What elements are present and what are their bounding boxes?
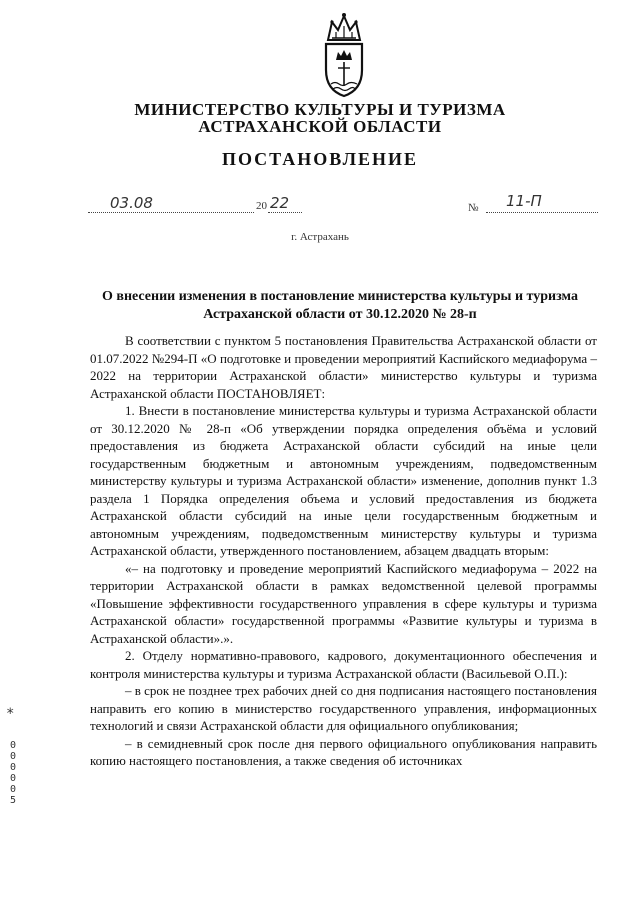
org-name-line1: МИНИСТЕРСТВО КУЛЬТУРЫ И ТУРИЗМА bbox=[134, 100, 506, 119]
paragraph: – в семидневный срок после дня первого официального опубликования направить копию настоящего постановления, а также сведения об источниках bbox=[90, 735, 597, 768]
paragraph: 2. Отделу нормативно-правового, кадрового, документационного обеспечения и контроля министерства культуры и туризма Астраханской области (Васильевой О.П.): bbox=[90, 648, 597, 681]
paragraph: 1. Внести в постановление министерства культуры и туризма Астраханской области от 30.12.2020 № 28-п «Об утверждении порядка определения объёма и условий предоставления из бюджета Астраханской области субсидий на иные цели государственным бюджетным и автономным учреждениям, подведомственным министерству культуры и туризма Астраханской области» изменение, дополнив пункт 1.3 раздела 1 Порядка определения объема и условий предоставления из бюджета Астраханской области субсидий на иные цели государственным бюджетным и автономным учреждениям, подведомственным министерству культуры и туризма Астраханской области, утвержденного постановлением, абзацем двадцать вторым: bbox=[90, 403, 597, 558]
coat-of-arms-icon bbox=[322, 8, 366, 100]
paragraph: «– на подготовку и проведение мероприятий Каспийского медиафорума – 2022 на территории Астраханской области в рамках ведомственной целевой программы «Повышение эффективности государственного управления в сфере культуры и туризма Астраханской области» государственной программы «Развитие культуры и туризма в Астраханской области».». bbox=[90, 560, 597, 646]
org-name-line2: АСТРАХАНСКОЙ ОБЛАСТИ bbox=[198, 117, 442, 136]
document-title: О внесении изменения в постановление министерства культуры и туризма Астраханской области от 30.12.2020 № 28-п bbox=[102, 289, 578, 322]
document-body bbox=[90, 332, 597, 770]
city: г. Астрахань bbox=[291, 231, 349, 243]
number-sign: № bbox=[468, 202, 479, 214]
document-type: ПОСТАНОВЛЕНИЕ bbox=[221, 149, 419, 169]
asterisk-icon: * bbox=[6, 706, 15, 722]
year-prefix: 20 bbox=[256, 200, 267, 212]
year-underline bbox=[268, 212, 302, 213]
document-number: 11-П bbox=[506, 192, 542, 210]
number-underline bbox=[486, 212, 598, 213]
date-underline bbox=[88, 212, 254, 213]
year-suffix: 22 bbox=[270, 194, 290, 212]
paragraph: В соответствии с пунктом 5 постановления Правительства Астраханской области от 01.07.2022 №294-П «О подготовке и проведении мероприятий Каспийского медиафорума – 2022 на территории Астраханской области» министерство культуры и туризма Астраханской области ПОСТАНОВЛЯЕТ: bbox=[90, 333, 597, 401]
document-date: 03.08 bbox=[110, 194, 153, 212]
paragraph: – в срок не позднее трех рабочих дней со дня подписания настоящего постановления направить его копию в министерство государственного управления, информационных технологий и связи Астраханской области для официального опубликования; bbox=[90, 683, 597, 733]
registration-code: 000005 bbox=[10, 740, 17, 806]
